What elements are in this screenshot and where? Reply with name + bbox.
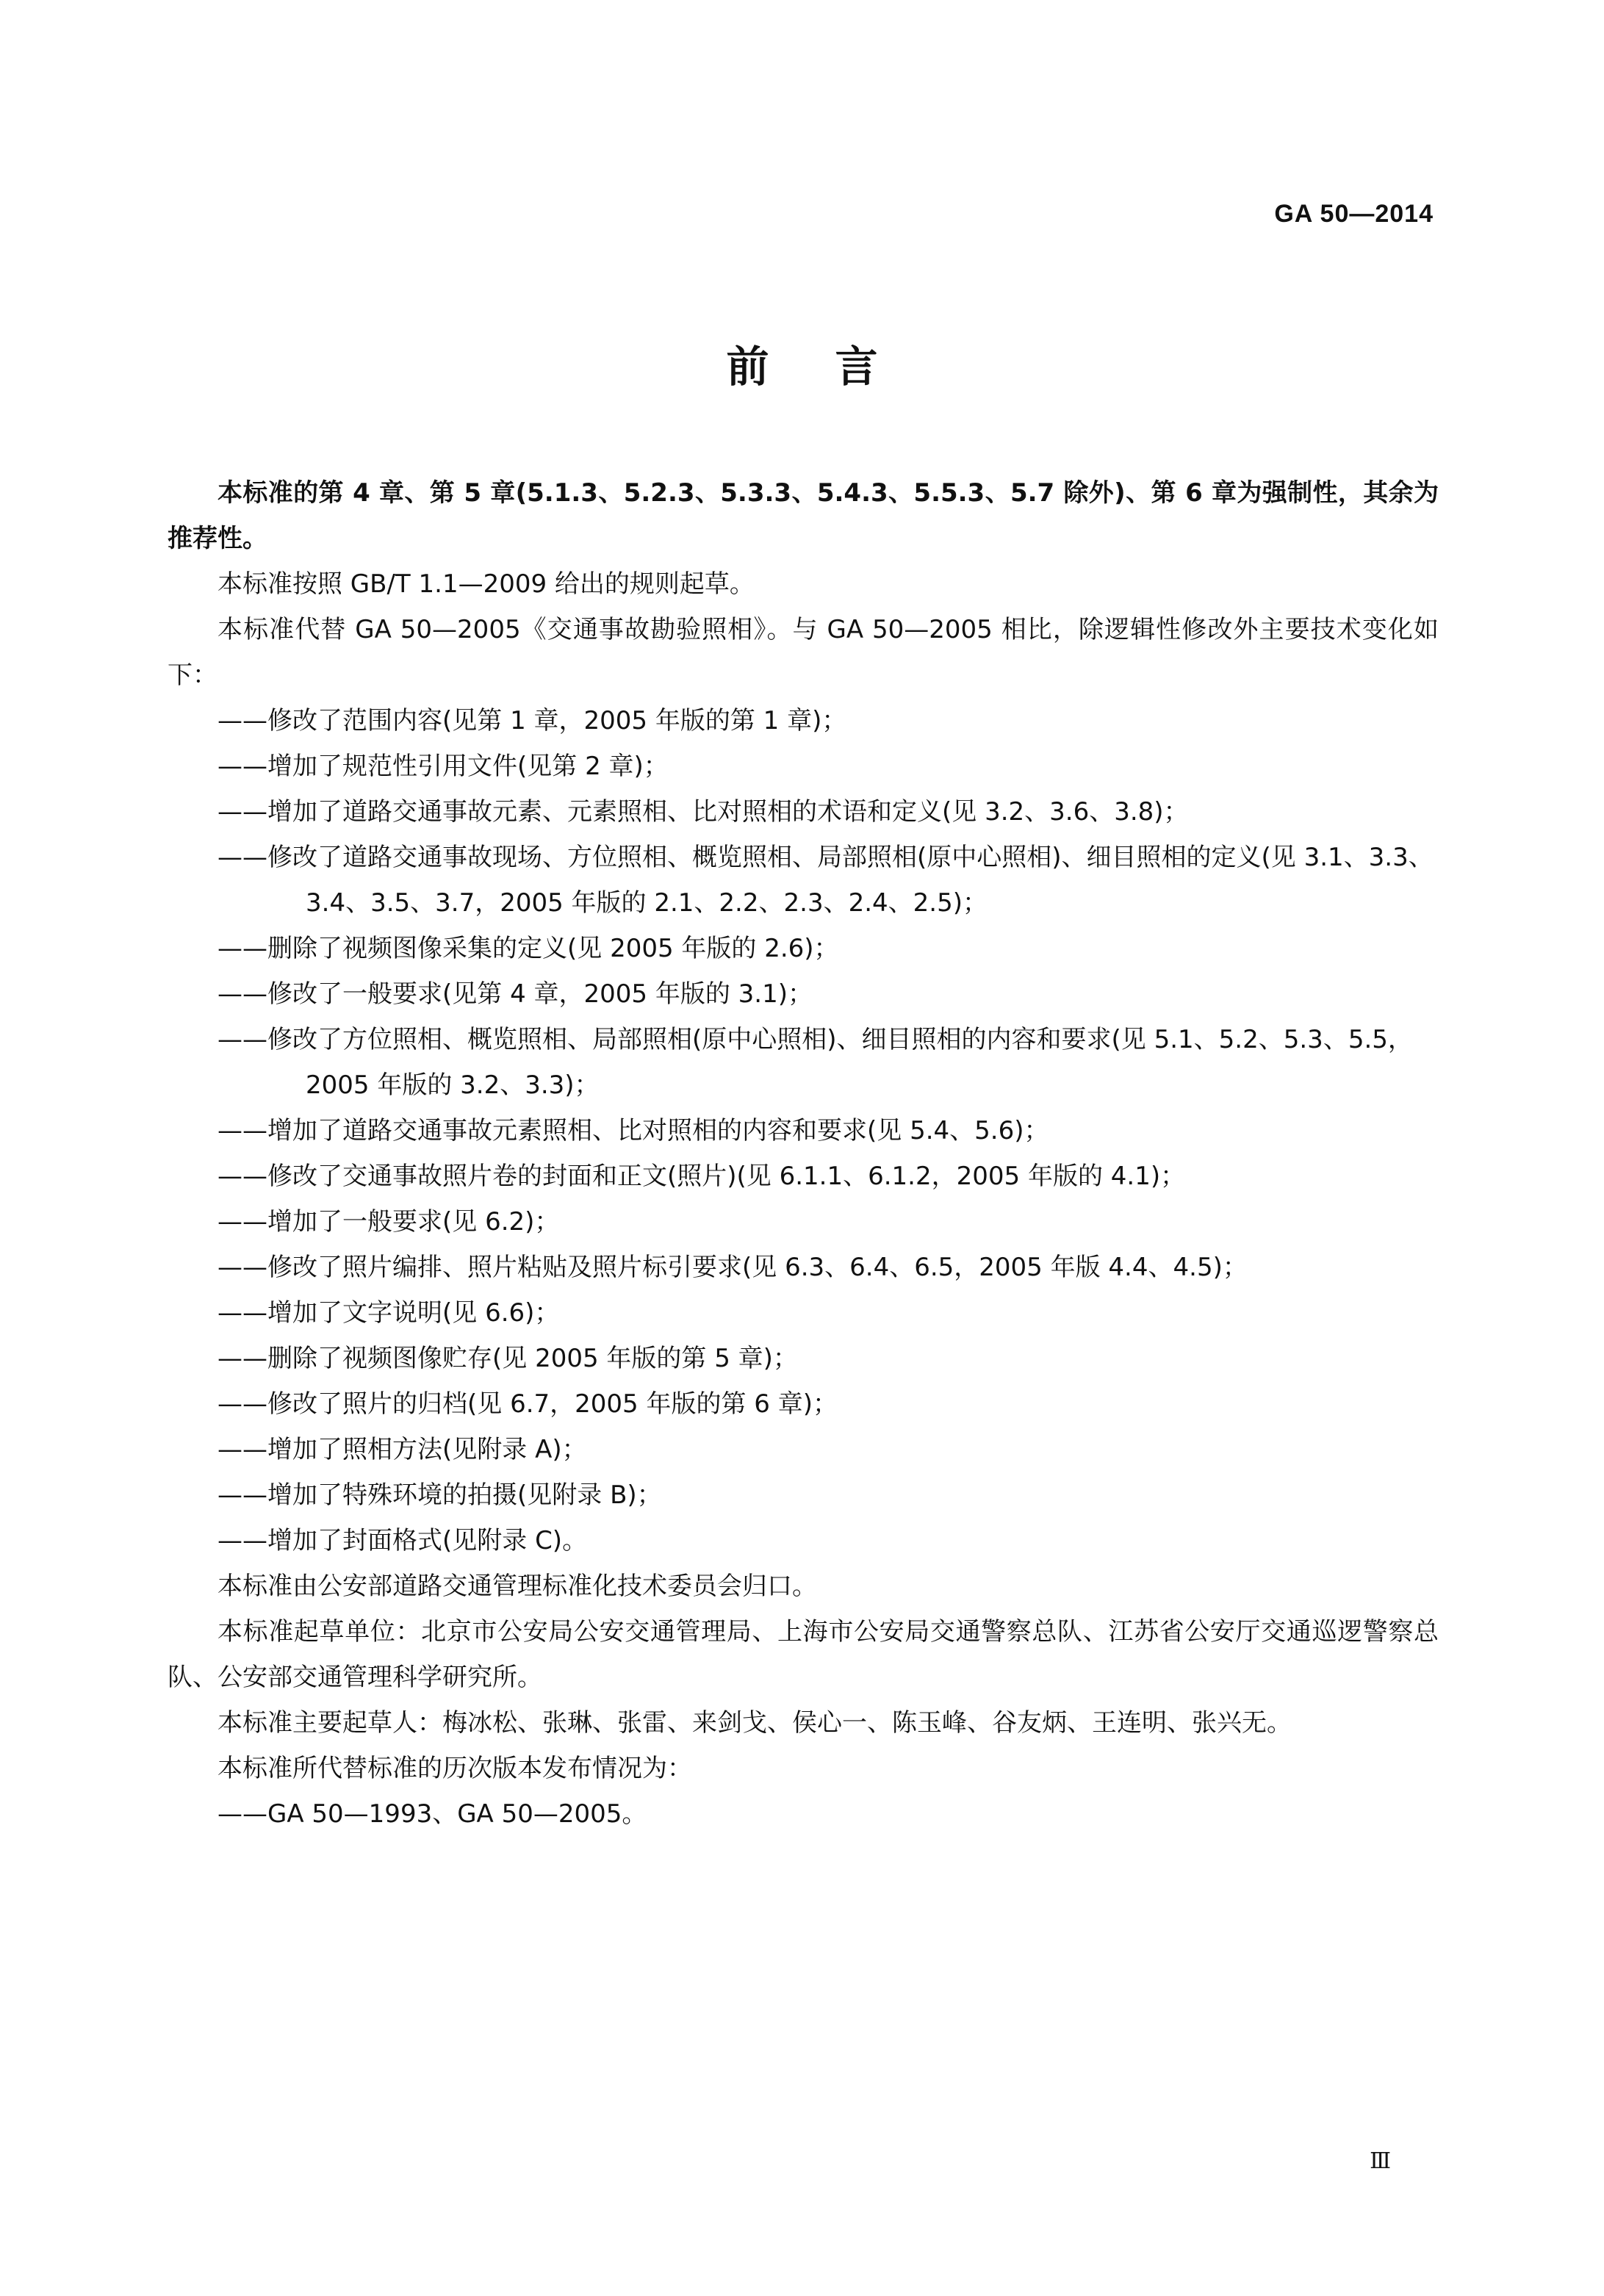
history-versions: ——GA 50—1993、GA 50—2005。 [217, 1799, 647, 1829]
page-title: 前言 [726, 342, 944, 392]
list-item: ——增加了规范性引用文件(见第 2 章)； [217, 752, 669, 781]
list-item: ——修改了范围内容(见第 1 章，2005 年版的第 1 章)； [217, 706, 847, 735]
list-item: ——增加了文字说明(见 6.6)； [217, 1298, 560, 1328]
drafting-units: 本标准起草单位：北京市公安局公安交通管理局、上海市公安局交通警察总队、江苏省公安厅交通巡逻警察总队、公安部交通管理科学研究所。 [168, 1617, 1439, 1692]
mandatory-statement: 本标准的第 4 章、第 5 章(5.1.3、5.2.3、5.3.3、5.4.3、5.5.3、5.7 除外)、第 6 章为强制性，其余为推荐性。 [168, 478, 1439, 553]
list-item: ——增加了特殊环境的拍摄(见附录 B)； [217, 1480, 662, 1510]
list-item: ——修改了一般要求(见第 4 章，2005 年版的 3.1)； [217, 979, 813, 1009]
list-item: ——修改了照片编排、照片粘贴及照片标引要求(见 6.3、6.4、6.5，2005 年版 4.4、4.5)； [217, 1253, 1248, 1282]
foreword-body [168, 470, 1439, 1837]
list-item: ——增加了道路交通事故元素照相、比对照相的内容和要求(见 5.4、5.6)； [217, 1116, 1049, 1145]
main-drafters: 本标准主要起草人：梅冰松、张琳、张雷、来剑戈、侯心一、陈玉峰、谷友炳、王连明、张兴无。 [217, 1708, 1292, 1738]
page-number: Ⅲ [1370, 2148, 1391, 2174]
list-item: ——删除了视频图像贮存(见 2005 年版的第 5 章)； [217, 1344, 798, 1373]
history-intro: 本标准所代替标准的历次版本发布情况为： [217, 1754, 692, 1783]
proposer-statement: 本标准由公安部道路交通管理标准化技术委员会归口。 [217, 1572, 817, 1601]
list-item: ——增加了封面格式(见附录 C)。 [217, 1526, 588, 1555]
drafting-rule: 本标准按照 GB/T 1.1—2009 给出的规则起草。 [217, 569, 755, 599]
changes-list [168, 698, 1439, 1563]
list-item: ——修改了方位照相、概览照相、局部照相(原中心照相)、细目照相的内容和要求(见 5.1、5.2、5.3、5.5，2005 年版的 3.2、3.3)； [217, 1025, 1413, 1100]
replacement-statement: 本标准代替 GA 50—2005《交通事故勘验照相》。与 GA 50—2005 相比，除逻辑性修改外主要技术变化如下： [168, 615, 1439, 690]
list-item: ——增加了道路交通事故元素、元素照相、比对照相的术语和定义(见 3.2、3.6、3.8)； [217, 797, 1189, 827]
standard-code: GA 50—2014 [1274, 200, 1434, 228]
list-item: ——增加了一般要求(见 6.2)； [217, 1207, 560, 1237]
list-item: ——修改了交通事故照片卷的封面和正文(照片)(见 6.1.1、6.1.2，2005 年版的 4.1)； [217, 1162, 1186, 1191]
list-item: ——修改了道路交通事故现场、方位照相、概览照相、局部照相(原中心照相)、细目照相的定义(见 3.1、3.3、3.4、3.5、3.7，2005 年版的 2.1、2.2、2.3、2.4、2.5)； [217, 843, 1434, 918]
list-item: ——修改了照片的归档(见 6.7，2005 年版的第 6 章)； [217, 1389, 838, 1419]
list-item: ——删除了视频图像采集的定义(见 2005 年版的 2.6)； [217, 934, 839, 963]
list-item: ——增加了照相方法(见附录 A)； [217, 1435, 587, 1464]
